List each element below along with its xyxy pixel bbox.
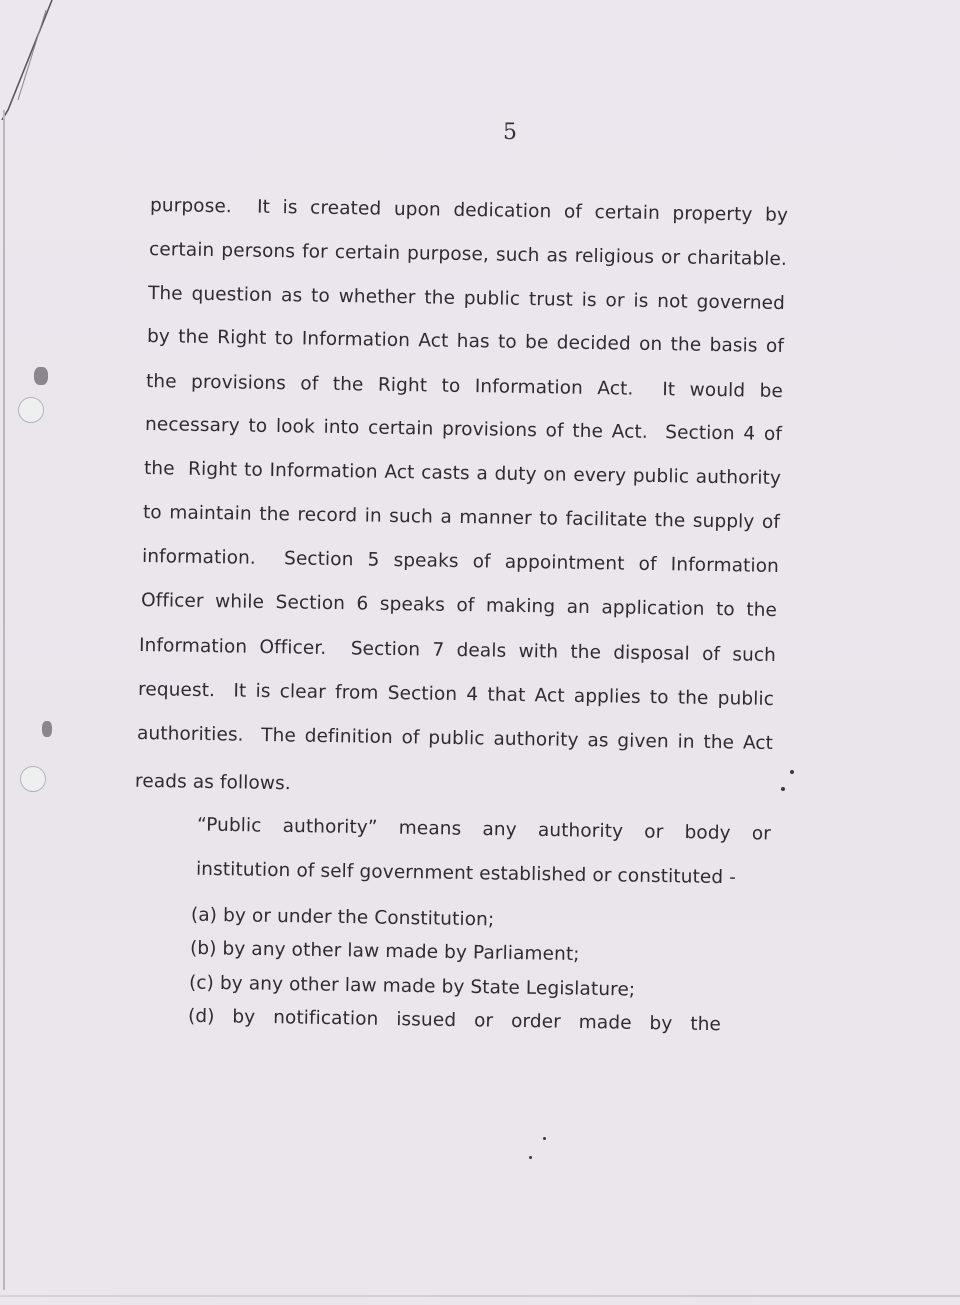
paragraph-line: to maintain the record in such a manner to facilitate the supply of [142,501,781,534]
punch-hole-bottom [20,766,46,792]
page-bottom-edge [0,1295,960,1297]
page-fold-mark [0,0,60,120]
ink-speck [790,770,794,774]
quotation-line: institution of self government established or constituted - [195,858,737,889]
punch-hole-top [18,397,44,423]
paragraph-line: certain persons for certain purpose, such as religious or charitable. [148,238,788,271]
paragraph-line: The question as to whether the public trust is or is not governed [147,282,786,315]
clause-a: (a) by or under the Constitution; [190,904,495,931]
paragraph-line: Officer while Section 6 speaks of making an application to the [140,590,778,621]
paragraph-line: necessary to look into certain provisions of the Act. Section 4 of [144,413,783,446]
paragraph-line: reads as follows. [134,770,291,795]
quotation-line: “Public authority” means any authority or body or [196,814,772,845]
paragraph-line: the Right to Information Act casts a duty on every public authority [143,457,782,490]
page-number: 5 [503,120,517,145]
punch-hole-shadow-top [34,367,48,385]
paragraph-line: information. Section 5 speaks of appointment of Information [141,545,780,578]
ink-speck [529,1156,532,1159]
paragraph-line: request. It is clear from Section 4 that Act applies to the public [137,679,775,710]
clause-c: (c) by any other law made by State Legislature; [188,972,636,1001]
paragraph-line: the provisions of the Right to Information Act. It would be [145,370,784,403]
clause-b: (b) by any other law made by Parliament; [189,937,580,966]
clause-d: (d) by notification issued or order made by the [187,1005,722,1036]
ink-speck [781,787,785,791]
paragraph-line: by the Right to Information Act has to be decided on the basis of [146,325,785,358]
ink-speck [543,1137,546,1140]
paragraph-line: purpose. It is created upon dedication of certain property by [149,194,789,227]
punch-hole-shadow-bottom [42,721,52,737]
paragraph-line: authorities. The definition of public authority as given in the Act [136,723,774,754]
paragraph-line: Information Officer. Section 7 deals with the disposal of such [138,634,777,667]
page-left-edge [3,110,5,1290]
